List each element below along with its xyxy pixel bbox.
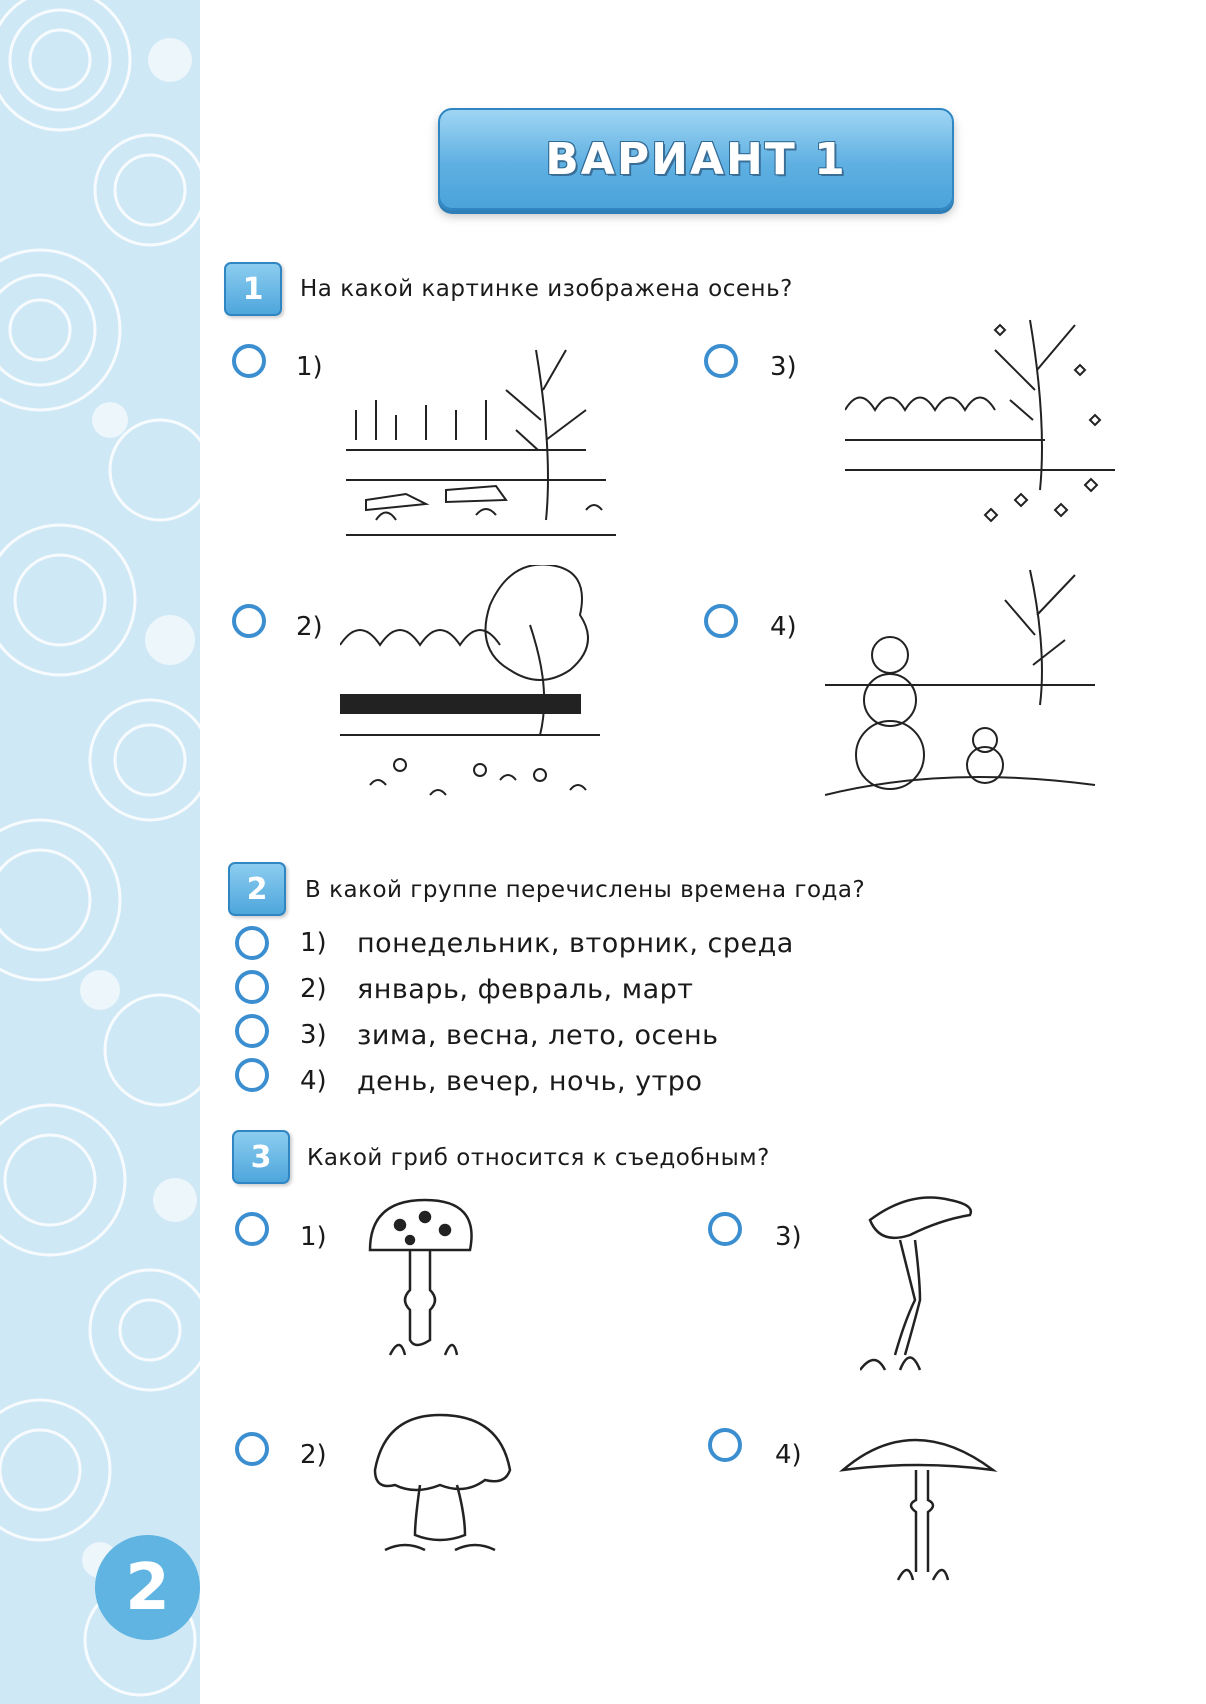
option-label: 1) — [296, 352, 323, 382]
option-label: 4) — [775, 1440, 802, 1470]
toadstool-picture — [860, 1185, 1000, 1375]
option-text: зима, весна, лето, осень — [357, 1020, 719, 1051]
summer-landscape-picture — [340, 565, 620, 815]
option-label: 2) — [300, 974, 327, 1004]
answer-radio-q3-4[interactable] — [708, 1428, 742, 1462]
option-text: день, вечер, ночь, утро — [357, 1066, 703, 1097]
answer-radio-q2-1[interactable] — [235, 926, 269, 960]
autumn-landscape-picture — [845, 310, 1120, 530]
variant-title-banner — [438, 108, 954, 210]
page-number: 2 — [95, 1535, 200, 1640]
option-label: 2) — [300, 1440, 327, 1470]
answer-radio-q1-1[interactable] — [232, 344, 266, 378]
option-label: 4) — [300, 1066, 327, 1096]
question-text: Какой гриб относится к съедобным? — [307, 1145, 770, 1171]
question-text: На какой картинке изображена осень? — [300, 276, 793, 302]
option-label: 1) — [300, 928, 327, 958]
answer-radio-q3-1[interactable] — [235, 1212, 269, 1246]
option-label: 1) — [300, 1222, 327, 1252]
question-text: В какой группе перечислены времена года? — [305, 877, 866, 903]
answer-radio-q2-2[interactable] — [235, 970, 269, 1004]
option-label: 3) — [770, 352, 797, 382]
answer-radio-q3-2[interactable] — [235, 1432, 269, 1466]
answer-radio-q2-4[interactable] — [235, 1058, 269, 1092]
question-number-badge: 2 — [228, 862, 286, 916]
answer-radio-q2-3[interactable] — [235, 1014, 269, 1048]
option-label: 2) — [296, 612, 323, 642]
answer-radio-q1-2[interactable] — [232, 604, 266, 638]
answer-radio-q3-3[interactable] — [708, 1212, 742, 1246]
fly-agaric-picture — [355, 1195, 475, 1365]
question-number-badge: 3 — [232, 1130, 290, 1184]
answer-radio-q1-4[interactable] — [704, 604, 738, 638]
winter-snowman-picture — [825, 565, 1105, 805]
option-label: 3) — [775, 1222, 802, 1252]
option-text: понедельник, вторник, среда — [357, 928, 794, 959]
decorative-sidebar — [0, 0, 200, 1704]
russula-picture — [365, 1410, 515, 1560]
option-label: 3) — [300, 1020, 327, 1050]
winter-landscape-picture — [346, 330, 626, 560]
pale-toadstool-picture — [838, 1425, 998, 1585]
option-text: январь, февраль, март — [357, 974, 694, 1005]
variant-title: ВАРИАНТ 1 — [545, 133, 847, 185]
snowflake-pattern-icon — [0, 0, 200, 1704]
option-label: 4) — [770, 612, 797, 642]
question-number-badge: 1 — [224, 262, 282, 316]
answer-radio-q1-3[interactable] — [704, 344, 738, 378]
